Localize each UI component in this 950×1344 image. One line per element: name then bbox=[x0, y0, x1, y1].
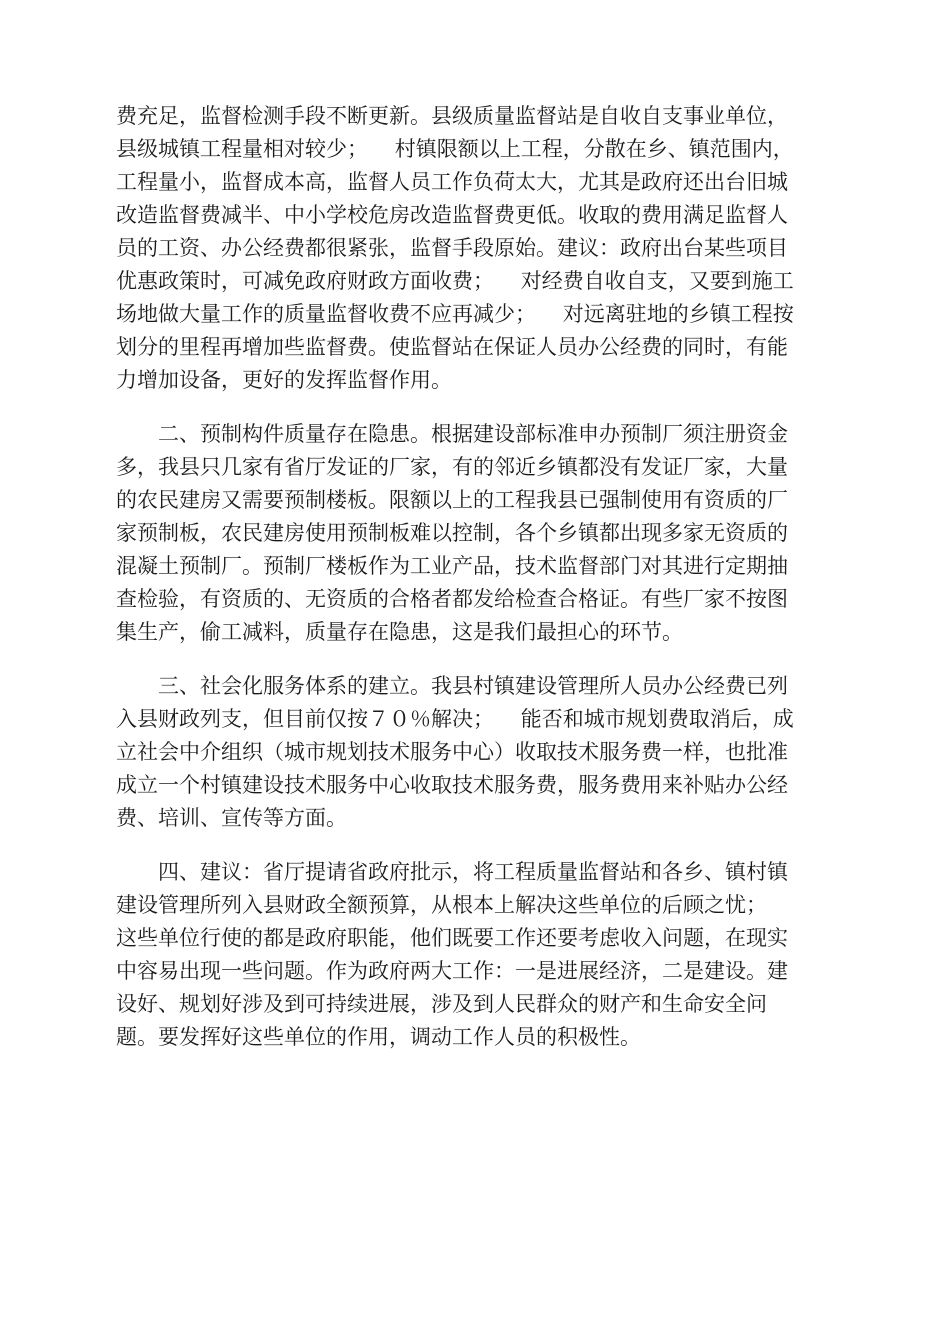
text-line: 建设管理所列入县财政全额预算，从根本上解决这些单位的后顾之忧； bbox=[116, 893, 767, 917]
text-line: 的农民建房又需要预制楼板。限额以上的工程我县已强制使用有资质的厂 bbox=[116, 488, 788, 512]
text-line: 查检验，有资质的、无资质的合格者都发给检查合格证。有些厂家不按图 bbox=[116, 587, 788, 611]
paragraph-spacer bbox=[116, 649, 836, 670]
text-line: 划分的里程再增加些监督费。使监督站在保证人员办公经费的同时，有能 bbox=[116, 335, 788, 359]
text-line: 混凝土预制厂。预制厂楼板作为工业产品，技术监督部门对其进行定期抽 bbox=[116, 554, 788, 578]
text-line: 改造监督费减半、中小学校危房改造监督费更低。收取的费用满足监督人 bbox=[116, 203, 788, 227]
paragraph-spacer bbox=[116, 397, 836, 418]
text-line: 立社会中介组织（城市规划技术服务中心）收取技术服务费一样，也批准 bbox=[116, 740, 788, 764]
paragraph-2 bbox=[116, 418, 836, 649]
paragraph-1 bbox=[116, 100, 836, 397]
text-line: 县级城镇工程量相对较少； 村镇限额以上工程，分散在乡、镇范围内， bbox=[116, 137, 794, 161]
text-line: 入县财政列支，但目前仅按７０％解决； 能否和城市规划费取消后，成 bbox=[116, 707, 794, 731]
text-line: 优惠政策时，可减免政府财政方面收费； 对经费自收自支，又要到施工 bbox=[116, 269, 794, 293]
paragraph-4 bbox=[116, 856, 836, 1054]
document-body bbox=[116, 100, 836, 1054]
text-line: 工程量小，监督成本高，监督人员工作负荷太大，尤其是政府还出台旧城 bbox=[116, 170, 788, 194]
text-line: 四、建议：省厅提请省政府批示，将工程质量监督站和各乡、镇村镇 bbox=[158, 860, 788, 884]
text-line: 集生产，偷工减料，质量存在隐患，这是我们最担心的环节。 bbox=[116, 620, 683, 644]
text-line: 力增加设备，更好的发挥监督作用。 bbox=[116, 368, 452, 392]
text-line: 成立一个村镇建设技术服务中心收取技术服务费，服务费用来补贴办公经 bbox=[116, 773, 788, 797]
text-line: 多，我县只几家有省厅发证的厂家，有的邻近乡镇都没有发证厂家，大量 bbox=[116, 455, 788, 479]
text-line: 三、社会化服务体系的建立。我县村镇建设管理所人员办公经费已列 bbox=[158, 674, 788, 698]
text-line: 设好、规划好涉及到可持续进展，涉及到人民群众的财产和生命安全问 bbox=[116, 992, 767, 1016]
text-line: 家预制板，农民建房使用预制板难以控制，各个乡镇都出现多家无资质的 bbox=[116, 521, 788, 545]
text-line: 员的工资、办公经费都很紧张，监督手段原始。建议：政府出台某些项目 bbox=[116, 236, 788, 260]
text-line: 这些单位行使的都是政府职能，他们既要工作还要考虑收入问题，在现实 bbox=[116, 926, 788, 950]
text-line: 中容易出现一些问题。作为政府两大工作：一是进展经济，二是建设。建 bbox=[116, 959, 788, 983]
paragraph-3 bbox=[116, 670, 836, 835]
paragraph-spacer bbox=[116, 835, 836, 856]
text-line: 费、培训、宣传等方面。 bbox=[116, 806, 347, 830]
text-line: 题。要发挥好这些单位的作用，调动工作人员的积极性。 bbox=[116, 1025, 641, 1049]
text-line: 场地做大量工作的质量监督收费不应再减少； 对远离驻地的乡镇工程按 bbox=[116, 302, 794, 326]
text-line: 费充足，监督检测手段不断更新。县级质量监督站是自收自支事业单位， bbox=[116, 104, 788, 128]
text-line: 二、预制构件质量存在隐患。根据建设部标准申办预制厂须注册资金 bbox=[158, 422, 788, 446]
